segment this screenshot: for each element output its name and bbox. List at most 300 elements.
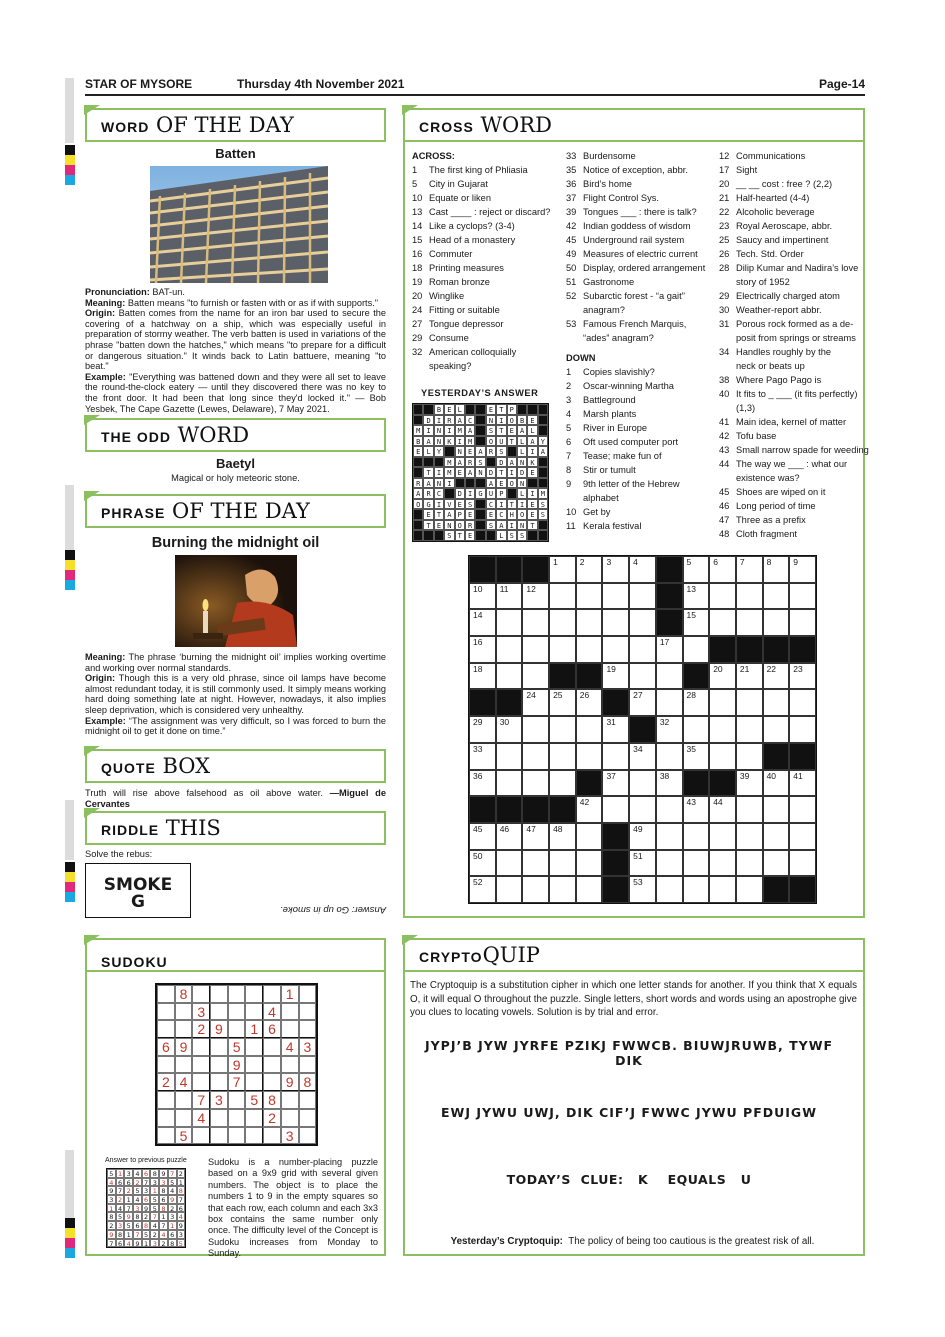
crossword-cell[interactable] (736, 716, 763, 743)
sudoku-cell[interactable]: 4 (192, 1109, 210, 1127)
sudoku-cell[interactable]: 3 (281, 1127, 299, 1145)
sudoku-cell[interactable] (299, 985, 317, 1003)
crossword-cell[interactable]: 36 (469, 770, 496, 797)
sudoku-cell[interactable]: 3 (192, 1003, 210, 1021)
crossword-cell[interactable] (709, 583, 736, 610)
crossword-cell[interactable] (709, 850, 736, 877)
crossword-cell[interactable] (736, 876, 763, 903)
crossword-cell[interactable]: 28 (683, 689, 710, 716)
sudoku-cell[interactable] (175, 1056, 193, 1074)
crossword-cell[interactable]: 22 (763, 663, 790, 690)
black-square (522, 556, 549, 583)
answer-letter: N (434, 436, 444, 447)
crossword-cell[interactable] (576, 850, 603, 877)
crossword-cell[interactable]: 27 (629, 689, 656, 716)
sudoku-cell[interactable] (210, 985, 228, 1003)
black-square (602, 850, 629, 877)
crossword-cell[interactable] (522, 876, 549, 903)
crossword-cell[interactable] (683, 716, 710, 743)
black-square (469, 689, 496, 716)
sudoku-cell[interactable] (175, 1109, 193, 1127)
crossword-cell[interactable]: 26 (576, 689, 603, 716)
sudoku-cell[interactable] (175, 1091, 193, 1109)
sudoku-cell[interactable]: 3 (210, 1091, 228, 1109)
sudoku-cell[interactable]: 4 (175, 1073, 193, 1091)
answer-letter: N (517, 520, 527, 531)
clue-item (719, 275, 859, 289)
crossword-cell[interactable] (656, 796, 683, 823)
crossword-cell[interactable] (522, 770, 549, 797)
crossword-cell[interactable] (789, 609, 816, 636)
answer-digit: 5 (168, 1178, 177, 1187)
crossword-cell[interactable] (763, 716, 790, 743)
crossword-cell[interactable] (522, 850, 549, 877)
clue-number: 42 (566, 221, 577, 231)
sudoku-cell[interactable] (245, 1109, 263, 1127)
sudoku-cell[interactable]: 4 (281, 1038, 299, 1056)
clue-number: 18 (412, 263, 423, 273)
crossword-cell[interactable] (576, 823, 603, 850)
crossword-cell[interactable] (576, 609, 603, 636)
crossword-cell[interactable] (549, 770, 576, 797)
sudoku-cell[interactable] (157, 1020, 175, 1038)
crossword-cell[interactable]: 44 (709, 796, 736, 823)
crossword-cell[interactable]: 20 (709, 663, 736, 690)
answer-digit: 2 (124, 1186, 133, 1195)
crossword-cell[interactable]: 12 (522, 583, 549, 610)
sudoku-cell[interactable] (263, 1056, 281, 1074)
sudoku-cell[interactable]: 5 (175, 1127, 193, 1145)
crossword-cell[interactable] (549, 743, 576, 770)
crossword-cell[interactable] (496, 743, 523, 770)
clue-number: 10 (412, 193, 423, 203)
crossword-cell[interactable] (602, 796, 629, 823)
crossword-cell[interactable] (789, 583, 816, 610)
clue-number: 32 (412, 347, 423, 357)
crossword-cell[interactable] (656, 743, 683, 770)
sudoku-cell[interactable] (299, 1020, 317, 1038)
sudoku-cell[interactable] (299, 1109, 317, 1127)
answer-letter: L (455, 404, 465, 415)
answer-letter: E (413, 446, 423, 457)
answer-digit: 4 (133, 1169, 142, 1178)
black-square (549, 796, 576, 823)
sudoku-cell[interactable]: 5 (245, 1091, 263, 1109)
crossword-cell[interactable] (736, 689, 763, 716)
crossword-cell[interactable]: 25 (549, 689, 576, 716)
crossword-cell[interactable] (496, 609, 523, 636)
sudoku-cell[interactable] (263, 985, 281, 1003)
answer-digit: 1 (177, 1178, 186, 1187)
crossword-cell[interactable]: 29 (469, 716, 496, 743)
crossword-cell[interactable]: 14 (469, 609, 496, 636)
crossword-cell[interactable] (522, 743, 549, 770)
sudoku-cell[interactable] (245, 985, 263, 1003)
crossword-cell[interactable] (789, 850, 816, 877)
crossword-cell[interactable]: 49 (629, 823, 656, 850)
sudoku-cell[interactable]: 7 (192, 1091, 210, 1109)
crossword-cell[interactable]: 34 (629, 743, 656, 770)
crossword-cell[interactable]: 33 (469, 743, 496, 770)
clue-item (412, 177, 562, 191)
crossword-cell[interactable]: 4 (629, 556, 656, 583)
sudoku-cell[interactable] (157, 1003, 175, 1021)
crossword-cell[interactable] (656, 876, 683, 903)
sudoku-cell[interactable] (263, 1073, 281, 1091)
crossword-cell[interactable] (789, 823, 816, 850)
sudoku-cell[interactable] (192, 985, 210, 1003)
black-square (507, 488, 517, 499)
crossword-cell[interactable]: 52 (469, 876, 496, 903)
crossword-cell[interactable] (789, 796, 816, 823)
sudoku-cell[interactable] (245, 1127, 263, 1145)
answer-letter: S (517, 530, 527, 541)
sudoku-cell[interactable]: 2 (192, 1020, 210, 1038)
crossword-cell[interactable]: 2 (576, 556, 603, 583)
black-square (709, 770, 736, 797)
sudoku-cell[interactable] (281, 1020, 299, 1038)
crossword-cell[interactable] (496, 876, 523, 903)
crossword-cell[interactable]: 5 (683, 556, 710, 583)
sudoku-cell[interactable]: 9 (210, 1020, 228, 1038)
answer-digit: 1 (150, 1186, 159, 1195)
crossword-cell[interactable] (736, 850, 763, 877)
sudoku-cell[interactable] (228, 1109, 246, 1127)
clue-item (566, 275, 716, 289)
sudoku-cell[interactable] (281, 1003, 299, 1021)
sudoku-cell[interactable] (157, 1091, 175, 1109)
clue-item (566, 505, 716, 519)
sudoku-cell[interactable]: 9 (228, 1056, 246, 1074)
clue-number: 27 (412, 319, 423, 329)
crossword-cell[interactable]: 47 (522, 823, 549, 850)
crossword-cell[interactable] (789, 689, 816, 716)
crossword-cell[interactable] (709, 876, 736, 903)
crossword-cell[interactable]: 15 (683, 609, 710, 636)
answer-digit: 8 (142, 1221, 151, 1230)
answer-digit: 4 (116, 1204, 125, 1213)
sudoku-cell[interactable] (157, 1127, 175, 1145)
crossword-cell[interactable]: 10 (469, 583, 496, 610)
black-square (423, 404, 433, 415)
crossword-cell[interactable]: 45 (469, 823, 496, 850)
sudoku-cell[interactable]: 9 (281, 1073, 299, 1091)
crossword-cell[interactable]: 6 (709, 556, 736, 583)
crossword-cell[interactable] (736, 823, 763, 850)
sudoku-cell[interactable]: 6 (263, 1020, 281, 1038)
sudoku-cell[interactable] (299, 1127, 317, 1145)
sudoku-cell[interactable] (192, 1056, 210, 1074)
crossword-cell[interactable] (576, 583, 603, 610)
crossword-cell[interactable]: 16 (469, 636, 496, 663)
crossword-cell[interactable] (602, 609, 629, 636)
clue-item (412, 317, 562, 331)
clue-number: 23 (719, 221, 730, 231)
sudoku-cell[interactable] (245, 1073, 263, 1091)
crossword-cell[interactable]: 35 (683, 743, 710, 770)
black-square (475, 530, 485, 541)
clue-text: Communications (736, 151, 806, 161)
answer-letter: T (455, 530, 465, 541)
sudoku-cell[interactable]: 6 (157, 1038, 175, 1056)
crossword-cell[interactable] (576, 743, 603, 770)
crossword-cell[interactable] (736, 583, 763, 610)
crossword-cell[interactable] (763, 609, 790, 636)
crossword-cell[interactable] (629, 663, 656, 690)
crossword-cell[interactable] (602, 743, 629, 770)
clue-text: Main idea, kernel of matter (736, 417, 847, 427)
crossword-cell[interactable]: 42 (576, 796, 603, 823)
sudoku-cell[interactable] (175, 1020, 193, 1038)
crossword-cell[interactable] (683, 876, 710, 903)
clue-number: 42 (719, 431, 730, 441)
crossword-cell[interactable]: 13 (683, 583, 710, 610)
crossword-cell[interactable] (496, 770, 523, 797)
crossword-cell[interactable] (522, 716, 549, 743)
crossword-cell[interactable] (549, 583, 576, 610)
sudoku-cell[interactable]: 9 (175, 1038, 193, 1056)
sudoku-cell[interactable] (192, 1127, 210, 1145)
sudoku-cell[interactable] (157, 985, 175, 1003)
crossword-cell[interactable]: 24 (522, 689, 549, 716)
answer-digit: 8 (177, 1186, 186, 1195)
clue-number: 51 (566, 277, 577, 287)
crossword-cell[interactable]: 18 (469, 663, 496, 690)
crossword-cell[interactable] (549, 850, 576, 877)
clue-number: 46 (719, 501, 730, 511)
crossword-cell[interactable] (683, 850, 710, 877)
sudoku-cell[interactable] (281, 1056, 299, 1074)
sudoku-cell[interactable] (245, 1038, 263, 1056)
answer-letter: A (475, 446, 485, 457)
crossword-cell[interactable] (629, 796, 656, 823)
sudoku-cell[interactable] (228, 1020, 246, 1038)
sudoku-cell[interactable] (210, 1038, 228, 1056)
clue-item (412, 163, 562, 177)
sudoku-cell[interactable]: 7 (228, 1073, 246, 1091)
crossword-cell[interactable] (549, 609, 576, 636)
crossword-cell[interactable]: 30 (496, 716, 523, 743)
crossword-cell[interactable] (522, 663, 549, 690)
crossword-cell[interactable] (683, 823, 710, 850)
crossword-cell[interactable]: 46 (496, 823, 523, 850)
sudoku-cell[interactable]: 8 (175, 985, 193, 1003)
crossword-cell[interactable]: 11 (496, 583, 523, 610)
crossword-cell[interactable] (736, 796, 763, 823)
crossword-cell[interactable] (549, 876, 576, 903)
crossword-cell[interactable]: 21 (736, 663, 763, 690)
clue-number: 52 (566, 291, 577, 301)
sudoku-cell[interactable] (245, 1003, 263, 1021)
color-registration-marks (65, 1218, 75, 1258)
sudoku-cell[interactable] (299, 1056, 317, 1074)
clue-text: Underground rail system (583, 235, 685, 245)
crossword-cell[interactable] (602, 583, 629, 610)
answer-letter: O (507, 478, 517, 489)
sudoku-header (85, 938, 386, 972)
sudoku-cell[interactable] (299, 1003, 317, 1021)
clue-item (412, 261, 562, 275)
crossword-cell[interactable]: 40 (763, 770, 790, 797)
sudoku-cell[interactable]: 8 (299, 1073, 317, 1091)
sudoku-cell[interactable] (210, 1003, 228, 1021)
crossword-cell[interactable]: 32 (656, 716, 683, 743)
section-title: PHRASE OF THE DAY (101, 499, 310, 523)
crossword-cell[interactable] (709, 716, 736, 743)
answer-letter: N (517, 457, 527, 468)
crossword-cell[interactable]: 19 (602, 663, 629, 690)
crossword-cell[interactable]: 43 (683, 796, 710, 823)
crossword-cell[interactable] (763, 583, 790, 610)
clue-text: Tofu base (736, 431, 777, 441)
sudoku-cell[interactable]: 3 (299, 1038, 317, 1056)
crossword-cell[interactable] (576, 636, 603, 663)
sudoku-cell[interactable]: 8 (263, 1091, 281, 1109)
crossword-cell[interactable] (763, 850, 790, 877)
sudoku-cell[interactable] (157, 1056, 175, 1074)
answer-digit: 3 (150, 1239, 159, 1248)
clue-text: posit from springs or streams (736, 333, 856, 343)
crossword-cell[interactable]: 7 (736, 556, 763, 583)
clue-item (566, 261, 716, 275)
clue-text: Shoes are wiped on it (736, 487, 826, 497)
crossword-cell[interactable] (549, 716, 576, 743)
sudoku-cell[interactable]: 1 (245, 1020, 263, 1038)
sudoku-cell[interactable] (281, 1109, 299, 1127)
crossword-cell[interactable] (763, 823, 790, 850)
crossword-cell[interactable] (496, 636, 523, 663)
clue-item (719, 527, 859, 541)
sudoku-cell[interactable]: 1 (281, 985, 299, 1003)
clue-item (566, 393, 716, 407)
black-square (789, 743, 816, 770)
clue-text: Stir or tumult (583, 465, 636, 475)
crossword-cell[interactable] (496, 850, 523, 877)
sudoku-cell[interactable] (210, 1056, 228, 1074)
crossword-cell[interactable]: 9 (789, 556, 816, 583)
crossword-cell[interactable]: 38 (656, 770, 683, 797)
crossword-cell[interactable]: 1 (549, 556, 576, 583)
answer-digit: 6 (124, 1178, 133, 1187)
clue-number: 8 (566, 465, 572, 475)
sudoku-cell[interactable] (228, 985, 246, 1003)
crossword-cell[interactable]: 51 (629, 850, 656, 877)
crossword-cell[interactable] (496, 663, 523, 690)
crossword-cell[interactable] (656, 823, 683, 850)
sudoku-cell[interactable]: 2 (157, 1073, 175, 1091)
crossword-cell[interactable]: 53 (629, 876, 656, 903)
sudoku-cell[interactable]: 5 (228, 1038, 246, 1056)
sudoku-cell[interactable] (228, 1127, 246, 1145)
crossword-cell[interactable]: 39 (736, 770, 763, 797)
answer-letter: E (434, 520, 444, 531)
crossword-cell[interactable]: 37 (602, 770, 629, 797)
sudoku-cell[interactable] (245, 1056, 263, 1074)
sudoku-cell[interactable] (175, 1003, 193, 1021)
crossword-cell[interactable]: 3 (602, 556, 629, 583)
crossword-cell[interactable] (602, 636, 629, 663)
crossword-cell[interactable] (709, 689, 736, 716)
answer-letter: I (496, 499, 506, 510)
clue-item (566, 205, 716, 219)
sudoku-cell[interactable] (263, 1038, 281, 1056)
crossword-cell[interactable]: 8 (763, 556, 790, 583)
crossword-cell[interactable]: 41 (789, 770, 816, 797)
answer-letter: V (444, 499, 454, 510)
crossword-cell[interactable] (683, 636, 710, 663)
crossword-cell[interactable] (576, 876, 603, 903)
crossword-cell[interactable] (709, 823, 736, 850)
crossword-cell[interactable] (522, 636, 549, 663)
crossword-cell[interactable]: 48 (549, 823, 576, 850)
crossword-cell[interactable]: 17 (656, 636, 683, 663)
crossword-cell[interactable] (709, 609, 736, 636)
crossword-cell[interactable]: 23 (789, 663, 816, 690)
crossword-cell[interactable] (629, 636, 656, 663)
clue-text: Handles roughly by the (736, 347, 832, 357)
sudoku-cell[interactable] (210, 1073, 228, 1091)
clue-text: Half-hearted (4-4) (736, 193, 810, 203)
answer-digit: 5 (142, 1230, 151, 1239)
sudoku-cell[interactable]: 4 (263, 1003, 281, 1021)
sudoku-cell[interactable] (157, 1109, 175, 1127)
answer-letter: C (465, 415, 475, 426)
crossword-cell[interactable] (522, 609, 549, 636)
clue-number: 12 (719, 151, 730, 161)
crossword-cell[interactable] (709, 743, 736, 770)
crossword-cell[interactable]: 31 (602, 716, 629, 743)
answer-letter: A (423, 436, 433, 447)
sudoku-cell[interactable] (263, 1127, 281, 1145)
clue-text: Three as a prefix (736, 515, 806, 525)
crossword-cell[interactable] (656, 689, 683, 716)
crossword-cell[interactable] (576, 716, 603, 743)
sudoku-cell[interactable]: 2 (263, 1109, 281, 1127)
clue-number: 16 (412, 249, 423, 259)
sudoku-cell[interactable] (228, 1091, 246, 1109)
crossword-cell[interactable] (549, 636, 576, 663)
answer-letter: L (496, 530, 506, 541)
crossword-cell[interactable] (736, 609, 763, 636)
crossword-cell[interactable] (736, 743, 763, 770)
sudoku-cell[interactable] (299, 1091, 317, 1109)
sudoku-cell[interactable] (228, 1003, 246, 1021)
sudoku-cell[interactable] (210, 1127, 228, 1145)
sudoku-cell[interactable] (281, 1091, 299, 1109)
section-title: RIDDLE THIS (101, 816, 221, 840)
clue-text: (1,3) (736, 403, 756, 413)
crossword-cell[interactable] (763, 689, 790, 716)
answer-letter: L (517, 436, 527, 447)
crossword-cell[interactable] (656, 850, 683, 877)
answer-digit: 4 (107, 1178, 116, 1187)
answer-digit: 8 (116, 1230, 125, 1239)
crossword-cell[interactable] (656, 663, 683, 690)
sudoku-cell[interactable] (210, 1109, 228, 1127)
answer-letter: D (496, 457, 506, 468)
crossword-cell[interactable] (629, 609, 656, 636)
crossword-cell[interactable] (629, 770, 656, 797)
sudoku-cell[interactable] (192, 1038, 210, 1056)
crossword-cell[interactable] (763, 796, 790, 823)
crossword-cell[interactable] (629, 583, 656, 610)
crossword-cell[interactable] (789, 716, 816, 743)
black-square (522, 796, 549, 823)
answer-letter: I (465, 488, 475, 499)
crossword-cell[interactable]: 50 (469, 850, 496, 877)
answer-letter: E (486, 509, 496, 520)
sudoku-cell[interactable] (192, 1073, 210, 1091)
